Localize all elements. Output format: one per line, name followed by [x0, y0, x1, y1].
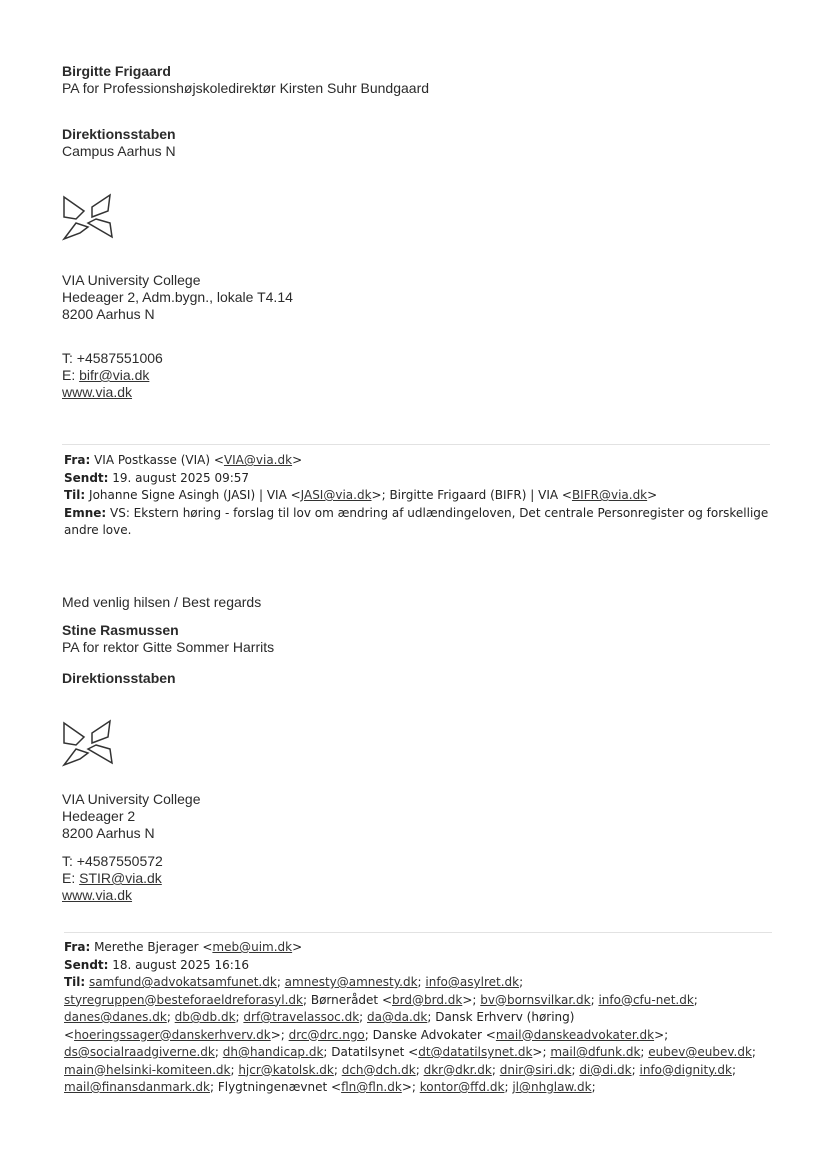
contact-block-2	[62, 853, 163, 904]
recipient-email-link[interactable]: dnir@siri.dk	[499, 1062, 572, 1077]
via-logo-icon	[62, 193, 114, 243]
to-email-link[interactable]: JASI@via.dk	[300, 488, 372, 502]
recipient-email-link[interactable]: bv@bornsvilkar.dk	[480, 992, 591, 1007]
recipient-line: mail@finansdanmark.dk; Flygtningenævnet <fln@fln.dk>; kontor@ffd.dk; jl@nhglaw.dk;	[64, 1080, 596, 1094]
contact-block-1	[62, 350, 163, 401]
recipient-list	[64, 974, 756, 1097]
email-link[interactable]: STIR@via.dk	[79, 870, 162, 886]
recipient-email-link[interactable]: hoeringssager@danskerhverv.dk	[74, 1027, 271, 1042]
email-link[interactable]: bifr@via.dk	[79, 367, 150, 383]
recipient-email-link[interactable]: db@db.dk	[174, 1010, 236, 1024]
address-block-1	[62, 272, 293, 323]
recipient-line: styregruppen@besteforaeldreforasyl.dk; Børnerådet <brd@brd.dk>; bv@bornsvilkar.dk; info@cfu-net.dk;	[64, 992, 698, 1007]
recipient-email-link[interactable]: hjcr@katolsk.dk	[238, 1062, 334, 1077]
recipient-email-link[interactable]: amnesty@amnesty.dk	[284, 975, 418, 989]
signature-stine	[62, 622, 274, 656]
recipient-email-link[interactable]: main@helsinki-komiteen.dk	[64, 1062, 231, 1077]
recipient-email-link[interactable]: da@da.dk	[367, 1010, 428, 1024]
recipient-email-link[interactable]: ds@socialraadgiverne.dk	[64, 1045, 215, 1059]
address-line-2: 8200 Aarhus N	[62, 306, 155, 322]
sender-name: Birgitte Frigaard	[62, 63, 171, 79]
recipient-email-link[interactable]: info@dignity.dk	[639, 1062, 732, 1077]
recipient-email-link[interactable]: fln@fln.dk	[341, 1080, 402, 1094]
recipient-line: main@helsinki-komiteen.dk; hjcr@katolsk.dk; dch@dch.dk; dkr@dkr.dk; dnir@siri.dk; di@di.dk; info@dignity.dk;	[64, 1062, 737, 1077]
greeting: Med venlig hilsen / Best regards	[62, 594, 262, 610]
recipient-email-link[interactable]: kontor@ffd.dk	[419, 1080, 505, 1094]
org-name: VIA University College	[62, 272, 201, 288]
recipient-email-link[interactable]: eubev@eubev.dk	[648, 1045, 752, 1059]
department: Direktionsstaben	[62, 126, 176, 142]
web-link[interactable]: www.via.dk	[62, 384, 133, 400]
recipient-email-link[interactable]: dkr@dkr.dk	[423, 1062, 492, 1077]
to-email-link[interactable]: BIFR@via.dk	[571, 488, 648, 502]
recipient-line: Til: samfund@advokatsamfunet.dk; amnesty@amnesty.dk; info@asylret.dk;	[64, 975, 524, 989]
recipient-email-link[interactable]: dh@handicap.dk	[222, 1045, 324, 1059]
recipient-email-link[interactable]: dch@dch.dk	[341, 1062, 416, 1077]
email-line: E: bifr@via.dk	[62, 367, 150, 383]
org-name: VIA University College	[62, 791, 201, 807]
address-line-1: Hedeager 2	[62, 808, 136, 824]
recipient-email-link[interactable]: brd@brd.dk	[392, 992, 463, 1007]
recipient-email-link[interactable]: dt@datatilsynet.dk	[418, 1045, 533, 1059]
recipient-email-link[interactable]: info@cfu-net.dk	[598, 992, 694, 1007]
campus: Campus Aarhus N	[62, 143, 176, 159]
email-line: E: STIR@via.dk	[62, 870, 162, 886]
mail-header-1: Fra: VIA Postkasse (VIA) <VIA@via.dk> Sendt: 19. august 2025 09:57 Til: Johanne Signe Asingh (JASI) | VIA <JASI@via.dk>; Birgitte Frigaard (BIFR) | VIA <BIFR@via.dk> Emne: VS: Ekstern høring - forslag til lov om ændring af udlændingeloven, Det centrale Personregister og forskellige andre love.	[64, 453, 769, 537]
recipient-email-link[interactable]: mail@danskeadvokater.dk	[495, 1027, 655, 1042]
recipient-email-link[interactable]: drf@travelassoc.dk	[243, 1010, 360, 1024]
divider-2	[64, 932, 772, 933]
recipient-line: danes@danes.dk; db@db.dk; drf@travelassoc.dk; da@da.dk; Dansk Erhverv (høring)	[64, 1010, 575, 1024]
recipient-email-link[interactable]: styregruppen@besteforaeldreforasyl.dk	[64, 992, 303, 1007]
divider-1	[62, 444, 770, 445]
from-email-link[interactable]: meb@uim.dk	[212, 940, 293, 954]
department: Direktionsstaben	[62, 670, 176, 686]
to-label: Til:	[64, 975, 86, 989]
web-link[interactable]: www.via.dk	[62, 887, 133, 903]
via-logo-icon	[62, 719, 114, 769]
recipient-line: ds@socialraadgiverne.dk; dh@handicap.dk; Datatilsynet <dt@datatilsynet.dk>; mail@dfunk.dk; eubev@eubev.dk;	[64, 1045, 756, 1059]
sender-role: PA for rektor Gitte Sommer Harrits	[62, 639, 275, 655]
recipient-email-link[interactable]: jl@nhglaw.dk	[512, 1080, 592, 1094]
sender-role: PA for Professionshøjskoledirektør Kirsten Suhr Bundgaard	[62, 80, 430, 96]
recipient-email-link[interactable]: di@di.dk	[579, 1062, 632, 1077]
recipient-email-link[interactable]: mail@finansdanmark.dk	[64, 1080, 210, 1094]
sender-name: Stine Rasmussen	[62, 622, 179, 638]
phone: T: +4587550572	[62, 853, 163, 869]
address-line-1: Hedeager 2, Adm.bygn., lokale T4.14	[62, 289, 293, 305]
address-block-2	[62, 791, 201, 842]
from-email-link[interactable]: VIA@via.dk	[223, 453, 293, 467]
recipient-email-link[interactable]: samfund@advokatsamfunet.dk	[89, 975, 277, 989]
recipient-email-link[interactable]: danes@danes.dk	[64, 1010, 167, 1024]
recipient-email-link[interactable]: mail@dfunk.dk	[550, 1045, 641, 1059]
recipient-line: <hoeringssager@danskerhverv.dk>; drc@drc.ngo; Danske Advokater <mail@danskeadvokater.dk>;	[64, 1027, 669, 1042]
mail-header-2: Fra: Merethe Bjerager <meb@uim.dk> Sendt: 18. august 2025 16:16 Til: samfund@advokatsamfunet.dk; amnesty@amnesty.dk; info@asylret.dk; styregruppen@besteforaeldreforasyl.dk; Børnerådet <brd@brd.dk>; bv@bornsvilkar.dk; info@cfu-net.dk; danes@danes.dk; db@db.dk; drf@travelassoc.dk; da@da.dk; Dansk Erhverv (høring) <hoeringssager@danskerhverv.dk>; drc@drc.ngo; Danske Advokater <mail@danskeadvokater.dk>; ds@socialraadgiverne.dk; dh@handicap.dk; Datatilsynet <dt@datatilsynet.dk>; mail@dfunk.dk; eubev@eubev.dk; main@helsinki-komiteen.dk; hjcr@katolsk.dk; dch@dch.dk; dkr@dkr.dk; dnir@siri.dk; di@di.dk; info@dignity.dk; mail@finansdanmark.dk; Flygtningenævnet <fln@fln.dk>; kontor@ffd.dk; jl@nhglaw.dk;	[64, 939, 756, 1097]
signature-birgitte	[62, 63, 429, 97]
recipient-email-link[interactable]: drc@drc.ngo	[288, 1027, 365, 1042]
phone: T: +4587551006	[62, 350, 163, 366]
dept-block-1	[62, 126, 176, 160]
address-line-2: 8200 Aarhus N	[62, 825, 155, 841]
recipient-email-link[interactable]: info@asylret.dk	[425, 975, 520, 989]
